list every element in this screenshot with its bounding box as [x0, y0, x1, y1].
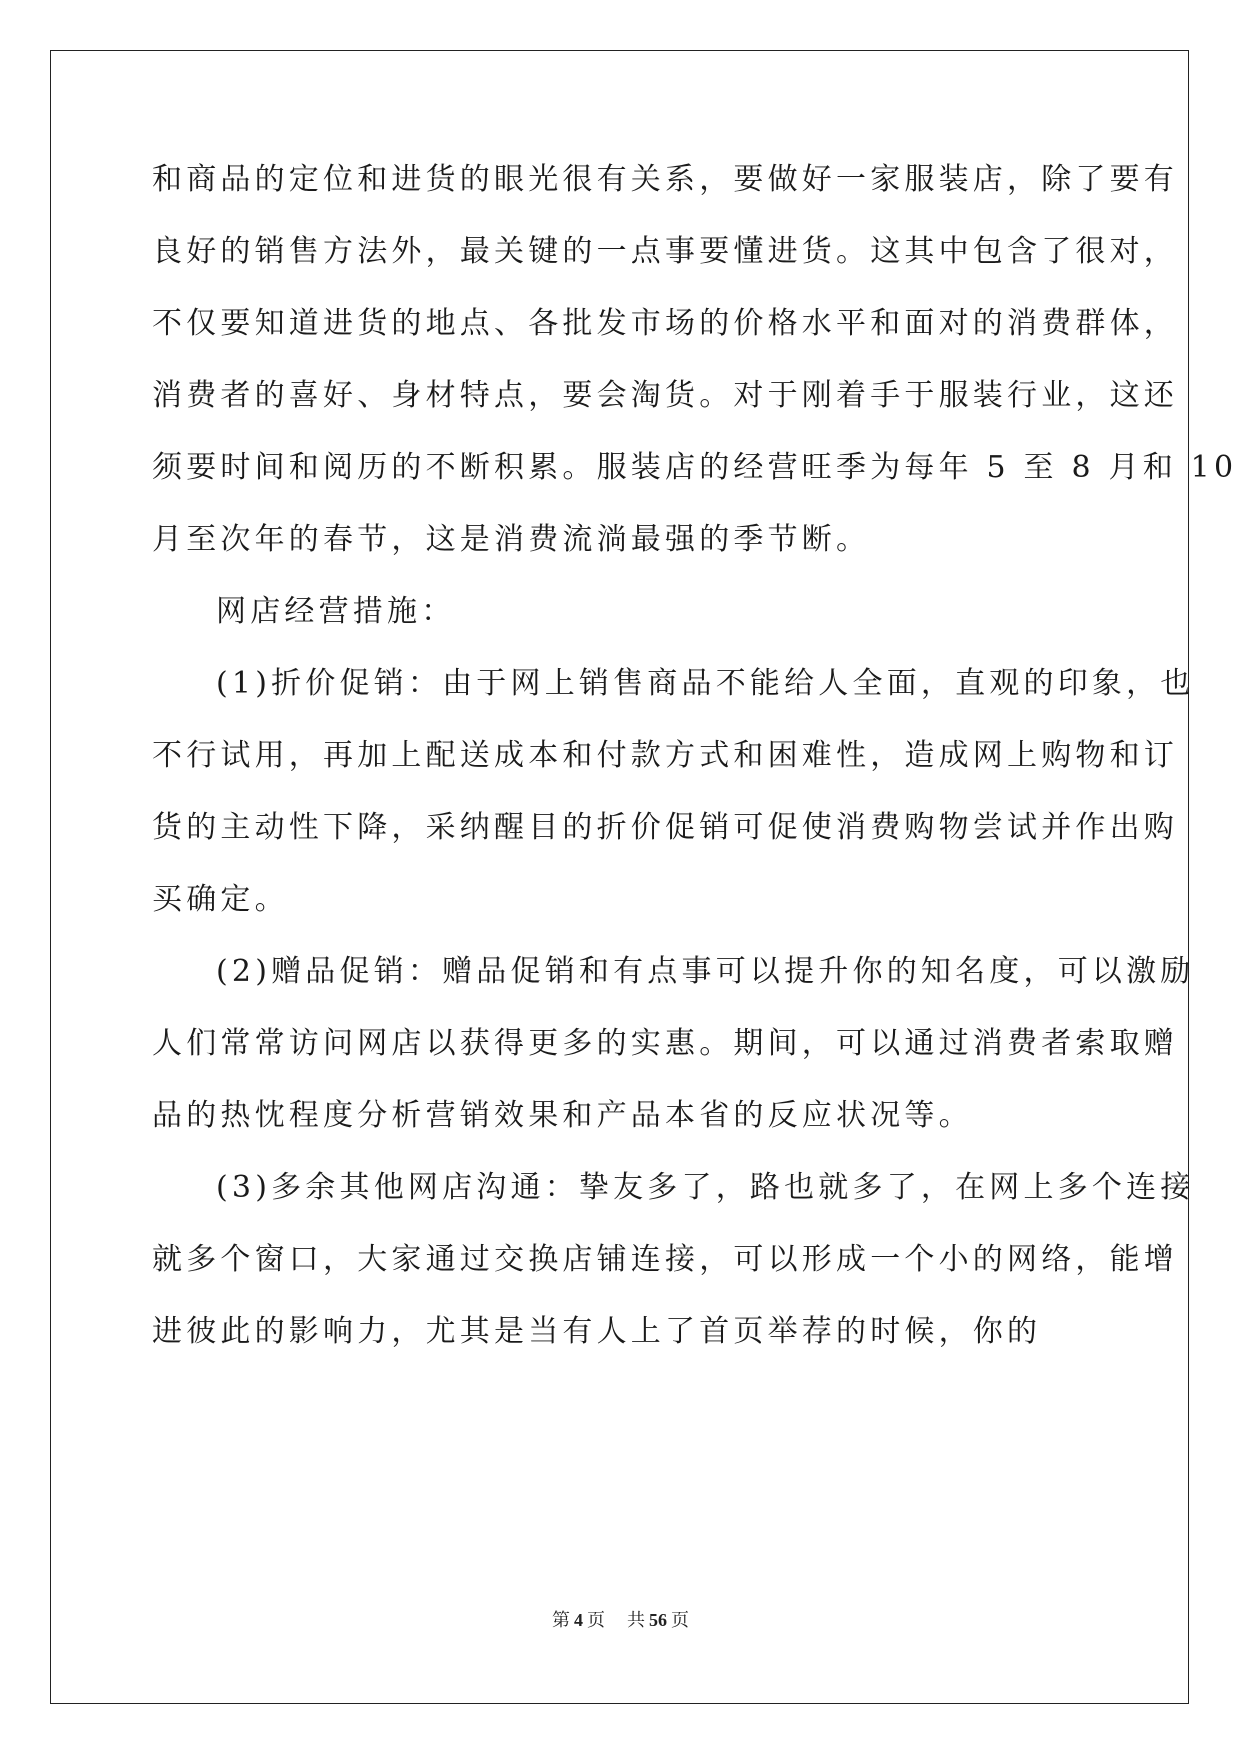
text-line: 品的热忱程度分析营销效果和产品本省的反应状况等。: [152, 1098, 973, 1133]
text-line: 月至次年的春节，这是消费流淌最强的季节断。: [152, 522, 871, 557]
page-number: 4: [574, 1610, 583, 1630]
footer-total-prefix: 共: [627, 1610, 645, 1630]
footer-page-suffix: 页: [587, 1610, 605, 1630]
text-line: 良好的销售方法外，最关键的一点事要懂进货。这其中包含了很对，: [152, 234, 1178, 269]
text-line: 货的主动性下降，采纳醒目的折价促销可促使消费购物尝试并作出购: [152, 810, 1178, 845]
text-line: 不仅要知道进货的地点、各批发市场的价格水平和面对的消费群体，: [152, 306, 1178, 341]
text-line: 不行试用，再加上配送成本和付款方式和困难性，造成网上购物和订: [152, 738, 1178, 773]
text-line: 就多个窗口，大家通过交换店铺连接，可以形成一个小的网络，能增: [152, 1242, 1178, 1277]
text-line: 人们常常访问网店以获得更多的实惠。期间，可以通过消费者索取赠: [152, 1026, 1178, 1061]
footer-prefix: 第: [552, 1610, 570, 1630]
text-line: 买确定。: [152, 882, 289, 917]
page-border: [50, 50, 1189, 1704]
text-line: (2)赠品促销：赠品促销和有点事可以提升你的知名度，可以激励: [216, 954, 1195, 989]
text-line: 和商品的定位和进货的眼光很有关系，要做好一家服装店，除了要有: [152, 162, 1178, 197]
text-line: (3)多余其他网店沟通：挚友多了，路也就多了，在网上多个连接: [216, 1170, 1195, 1205]
total-pages: 56: [649, 1610, 667, 1630]
page-footer: [0, 1606, 1241, 1632]
section-heading: 网店经营措施：: [216, 594, 456, 629]
text-line: (1)折价促销：由于网上销售商品不能给人全面，直观的印象，也: [216, 666, 1195, 701]
footer-total-suffix: 页: [671, 1610, 689, 1630]
text-line: 消费者的喜好、身材特点，要会淘货。对于刚着手于服装行业，这还: [152, 378, 1178, 413]
text-line: 进彼此的影响力，尤其是当有人上了首页举荐的时候，你的: [152, 1314, 1042, 1349]
text-line: 须要时间和阅历的不断积累。服装店的经营旺季为每年 5 至 8 月和 10: [152, 450, 1238, 485]
